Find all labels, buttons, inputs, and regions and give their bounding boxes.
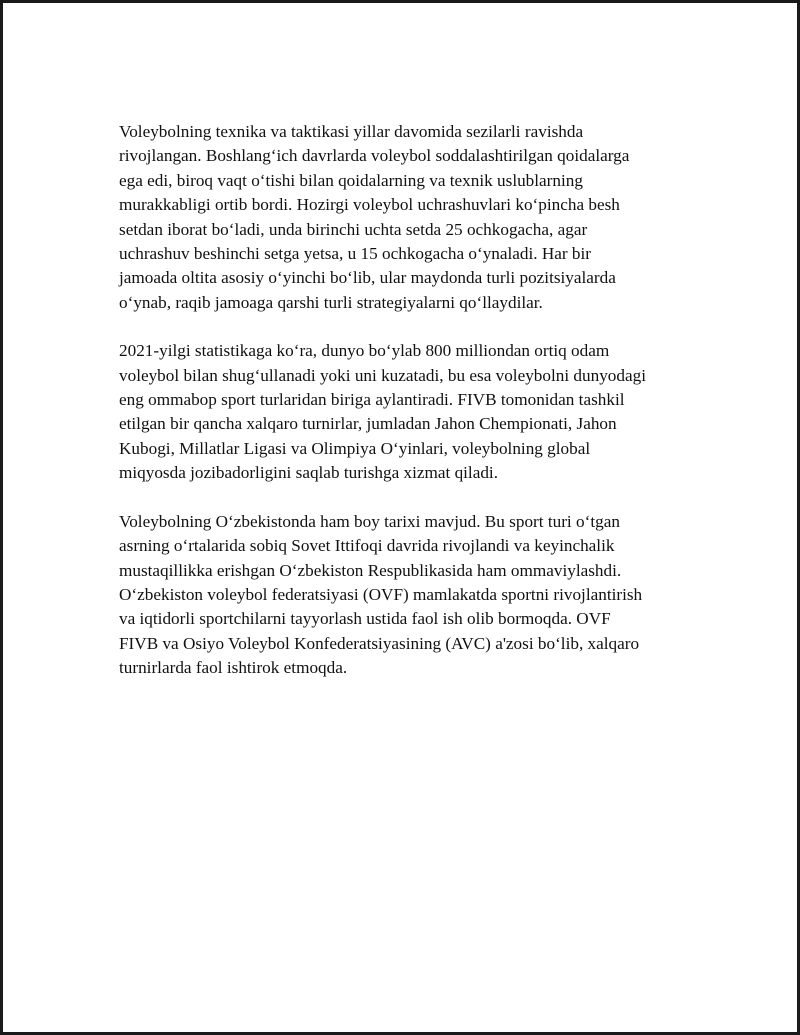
paragraph-statistics: 2021-yilgi statistikaga koʻra, dunyo boʻylab 800 milliondan ortiq odam voleybol bilan shugʻullanadi yoki uni kuzatadi, bu esa voleybolni dunyodagi eng ommabop sport turlaridan biriga aylantiradi. FIVB tomonidan tashkil etilgan bir qancha xalqaro turnirlar, jumladan Jahon Chempionati, Jahon Kubogi, Millatlar Ligasi va Olimpiya Oʻyinlari, voleybolning global miqyosda jozibadorligini saqlab turishga xizmat qiladi. xyxy=(119,341,646,483)
paragraph-uzbekistan: Voleybolning Oʻzbekistonda ham boy tarixi mavjud. Bu sport turi oʻtgan asrning oʻrtalarida sobiq Sovet Ittifoqi davrida rivojlandi va keyinchalik mustaqillikka erishgan Oʻzbekiston Respublikasida ham ommaviylashdi. Oʻzbekiston voleybol federatsiyasi (OVF) mamlakatda sportni rivojlantirish va iqtidorli sportchilarni tayyorlash ustida faol ish olib bormoqda. OVF FIVB va Osiyo Voleybol Konfederatsiyasining (AVC) a'zosi boʻlib, xalqaro turnirlarda faol ishtirok etmoqda. xyxy=(119,511,643,678)
document-body xyxy=(119,120,685,705)
paragraph-technique-history: Voleybolning texnika va taktikasi yillar davomida sezilarli ravishda rivojlangan. Boshlangʻich davrlarda voleybol soddalashtirilgan qoidalarga ega edi, biroq vaqt oʻtishi bilan qoidalarning va texnik uslublarning murakkabligi ortib bordi. Hozirgi voleybol uchrashuvlari koʻpincha besh setdan iborat boʻladi, unda birinchi uchta setda 25 ochkogacha, agar uchrashuv beshinchi setga yetsa, u 15 ochkogacha oʻynaladi. Har bir jamoada oltita asosiy oʻyinchi boʻlib, ular maydonda turli pozitsiyalarda oʻynab, raqib jamoaga qarshi turli strategiyalarni qoʻllaydilar. xyxy=(119,122,630,312)
